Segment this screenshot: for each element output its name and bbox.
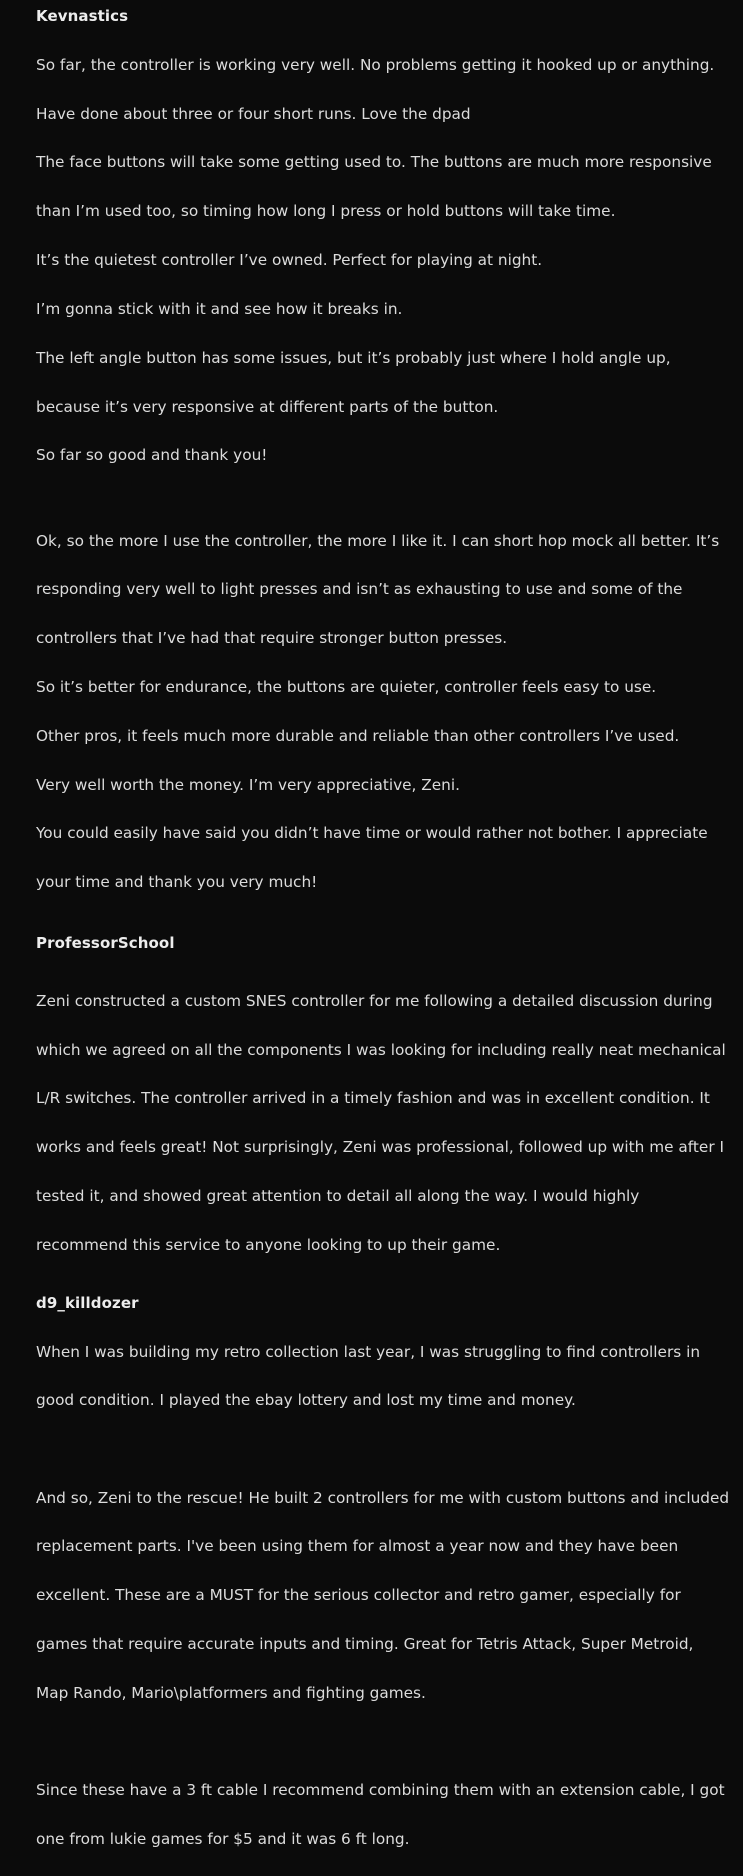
review-line: Zeni constructed a custom SNES controller for me following a detailed discussion during <box>36 991 713 1010</box>
review-line: I’m gonna stick with it and see how it breaks in. <box>36 299 403 318</box>
review-paragraph <box>36 504 736 919</box>
review-paragraph <box>36 28 736 492</box>
review-line: The left angle button has some issues, but it’s probably just where I hold angle up, <box>36 348 671 367</box>
review-d9-killdozer <box>36 1291 736 1876</box>
review-line: So far, the controller is working very well. No problems getting it hooked up or anything. <box>36 55 715 74</box>
review-line: works and feels great! Not surprisingly, Zeni was professional, followed up with me after I <box>36 1138 724 1157</box>
review-author: d9_killdozer <box>36 1293 139 1312</box>
review-line: Ok, so the more I use the controller, the more I like it. I can short hop mock all better. It’s <box>36 531 720 550</box>
review-line: When I was building my retro collection last year, I was struggling to find controllers in <box>36 1342 701 1361</box>
review-line: So far so good and thank you! <box>36 446 268 465</box>
review-line: Since these have a 3 ft cable I recommend combining them with an extension cable, I got <box>36 1781 725 1800</box>
review-line: You could easily have said you didn’t have time or would rather not bother. I appreciate <box>36 824 708 843</box>
review-line: than I’m used too, so timing how long I press or hold buttons will take time. <box>36 202 616 221</box>
review-line: responding very well to light presses and isn’t as exhausting to use and some of the <box>36 580 683 599</box>
review-paragraph <box>36 1315 736 1437</box>
review-line: L/R switches. The controller arrived in a timely fashion and was in excellent condition. It <box>36 1089 710 1108</box>
review-line: one from lukie games for $5 and it was 6 ft long. <box>36 1829 410 1848</box>
review-line: Map Rando, Mario\platformers and fighting games. <box>36 1683 426 1702</box>
reviews-page <box>36 4 736 1876</box>
review-line: The face buttons will take some getting used to. The buttons are much more responsive <box>36 153 712 172</box>
review-line: your time and thank you very much! <box>36 873 318 892</box>
review-line: which we agreed on all the components I was looking for including really neat mechanical <box>36 1040 726 1059</box>
review-line: Other pros, it feels much more durable and reliable than other controllers I’ve used. <box>36 726 680 745</box>
review-professorschool <box>36 931 736 1282</box>
review-line: Very well worth the money. I’m very appreciative, Zeni. <box>36 775 460 794</box>
review-paragraph <box>36 1754 736 1876</box>
review-kevnastics <box>36 4 736 919</box>
review-line: Have done about three or four short runs. Love the dpad <box>36 104 471 123</box>
review-line: tested it, and showed great attention to detail all along the way. I would highly <box>36 1187 640 1206</box>
review-line: because it’s very responsive at different parts of the button. <box>36 397 499 416</box>
review-line: So it’s better for endurance, the buttons are quieter, controller feels easy to use. <box>36 677 657 696</box>
review-line: games that require accurate inputs and timing. Great for Tetris Attack, Super Metroid, <box>36 1635 694 1653</box>
review-line: good condition. I played the ebay lottery and lost my time and money. <box>36 1391 576 1410</box>
review-line: And so, Zeni to the rescue! He built 2 controllers for me with custom buttons and included <box>36 1488 730 1507</box>
review-line: excellent. These are a MUST for the serious collector and retro gamer, especially for <box>36 1586 681 1605</box>
review-author: Kevnastics <box>36 7 129 25</box>
review-paragraph <box>36 964 736 1281</box>
review-line: replacement parts. I've been using them for almost a year now and they have been <box>36 1537 679 1556</box>
review-author: ProfessorSchool <box>36 934 175 953</box>
review-line: It’s the quietest controller I’ve owned. Perfect for playing at night. <box>36 251 543 270</box>
review-line: controllers that I’ve had that require stronger button presses. <box>36 629 508 648</box>
review-line: recommend this service to anyone looking to up their game. <box>36 1235 501 1254</box>
review-paragraph <box>36 1461 736 1729</box>
